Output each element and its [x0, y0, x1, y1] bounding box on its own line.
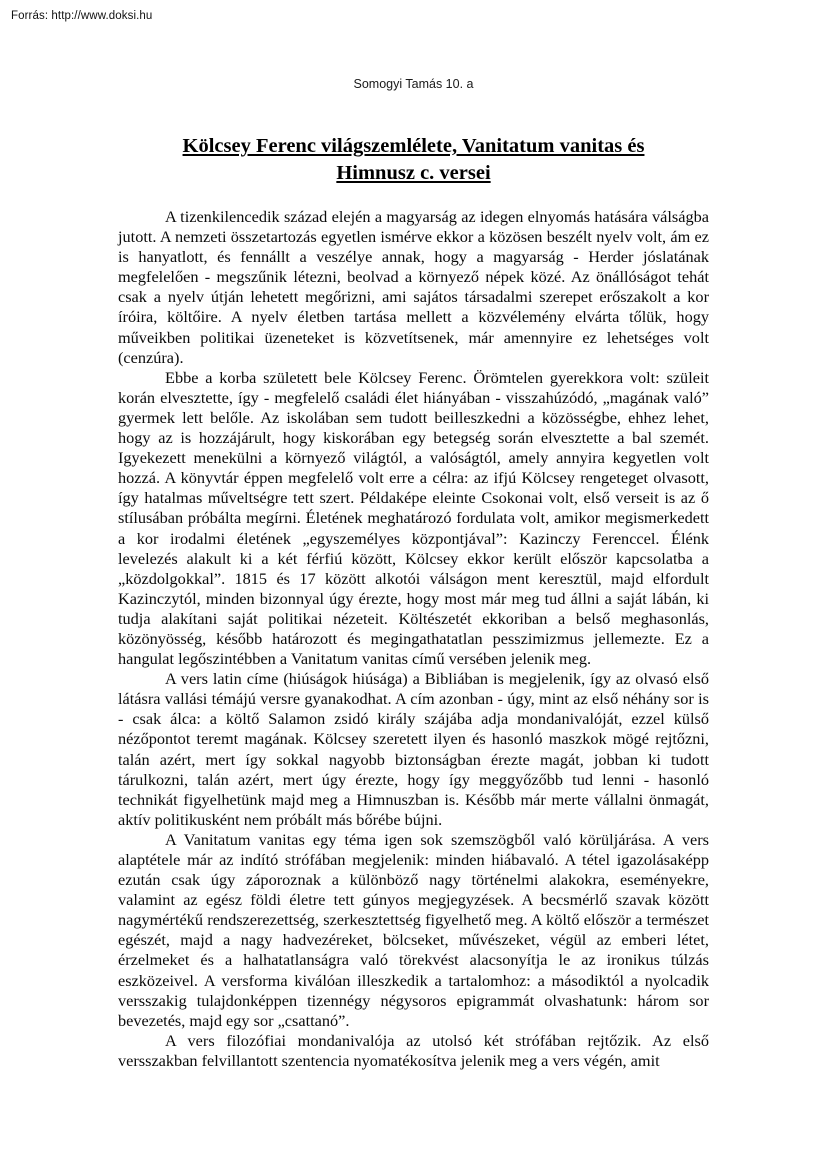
author-line: Somogyi Tamás 10. a — [353, 77, 474, 91]
page-title-line-2: Himnusz c. versei — [336, 161, 491, 184]
paragraph: A Vanitatum vanitas egy téma igen sok szemszögből való körüljárása. A vers alaptétele már az indító strófában megjelenik: minden hiábavaló. A tétel igazolásaképp ezután csak úgy záporoznak a különböző nagy történelmi alakokra, eseményekre, valamint az egész földi életre tett gúnyos megjegyzések. A becsmérlő szavak között nagymértékű rendszerezettség, szerkesztettség figyelhető meg. A költő először a természet egészét, majd a nagy hadvezéreket, bölcseket, művészeket, végül az emberi létet, érzelmeket és a halhatatlanságra való törekvést alacsonyítja le az ironikus túlzás eszközeivel. A versforma kiválóan illeszkedik a tartalomhoz: a másodiktól a nyolcadik versszakig tulajdonképpen tizennégy négysoros epigrammát olvashatunk: három sor bevezetés, majd egy sor „csattanó”. — [118, 829, 709, 1030]
paragraph: A tizenkilencedik század elején a magyarság az idegen elnyomás hatására válságba jutott. A nemzeti összetartozás egyetlen ismérve ekkor a közösen beszélt nyelv volt, ám ez is hanyatlott, és fennállt a veszélye annak, hogy a magyarság - Herder jóslatának megfelelően - megszűnik létezni, beolvad a környező népek közé. Az önállóságot tehát csak a nyelv útján lehetett megőrizni, ami sajátos társadalmi szerepet erőszakolt a kor íróira, költőire. A nyelv életben tartása mellett a közvélemény elvárta tőlük, hogy műveikben politikai üzeneteket is közvetítsenek, már amennyire ez lehetséges volt (cenzúra). — [118, 207, 709, 367]
article-text — [118, 207, 709, 1071]
page-title-line-2-wrap — [118, 160, 709, 187]
source-watermark: Forrás: http://www.doksi.hu — [11, 10, 153, 22]
paragraph: A vers latin címe (hiúságok hiúsága) a Bibliában is megjelenik, így az olvasó első látásra vallási témájú versre gyanakodhat. A cím azonban - úgy, mint az első néhány sor is - csak álca: a költő Salamon zsidó király szájába adja mondanivalóját, ezzel külső nézőpontot teremt magának. Kölcsey szeretett ilyen és hasonló maszkok mögé rejtőzni, talán azért, mert így sokkal nagyobb biztonságban érezte magát, jobban ki tudott tárulkozni, talán azért, mert úgy érezte, hogy így meggyőzőbb tud lenni - hasonló technikát figyelhetünk majd meg a Himnuszban is. Később már merte vállalni önmagát, aktív politikusként nem próbált más bőrébe bújni. — [118, 669, 709, 829]
document-body — [118, 0, 709, 1071]
page-title-line-1: Kölcsey Ferenc világszemlélete, Vanitatum vanitas és — [182, 135, 645, 157]
page-title — [118, 92, 709, 186]
paragraph: A vers filozófiai mondanivalója az utolsó két strófában rejtőzik. Az első versszakban felvillantott szentencia nyomatékosítva jelenik meg a vers végén, amit — [118, 1030, 709, 1070]
paragraph: Ebbe a korba született bele Kölcsey Ferenc. Örömtelen gyerekkora volt: szüleit korán elvesztette, így - megfelelő családi élet hiányában - visszahúzódó, „magának való” gyermek lett belőle. Az iskolában sem tudott beilleszkedni a közösségbe, ehhez lehet, hogy az is hozzájárult, hogy kiskorában egy betegség során elvesztette a bal szemét. Igyekezett menekülni a környező világtól, a valóságtól, amely annyira kegyetlen volt hozzá. A könyvtár éppen megfelelő volt erre a célra: az ifjú Kölcsey rengeteget olvasott, így hatalmas műveltségre tett szert. Példaképe eleinte Csokonai volt, első verseit is az ő stílusában próbálta megírni. Életének meghatározó fordulata volt, amikor megismerkedett a kor irodalmi életének „egyszemélyes központjával”: Kazinczy Ferenccel. Élénk levelezés alakult ki a két férfiú között, Kölcsey ekkor került először kapcsolatba a „közdolgokkal”. 1815 és 17 között alkotói válságon ment keresztül, majd elfordult Kazinczytól, minden bizonnyal úgy érezte, hogy most már meg tud állni a saját lábán, ki tudja alakítani saját politikai nézeteit. Költészetét ekkoriban a belső meghasonlás, közönyösség, később határozott és megingathatatlan pesszimizmus jellemezte. Ez a hangulat legőszintébben a Vanitatum vanitas című versében jelenik meg. — [118, 367, 709, 669]
